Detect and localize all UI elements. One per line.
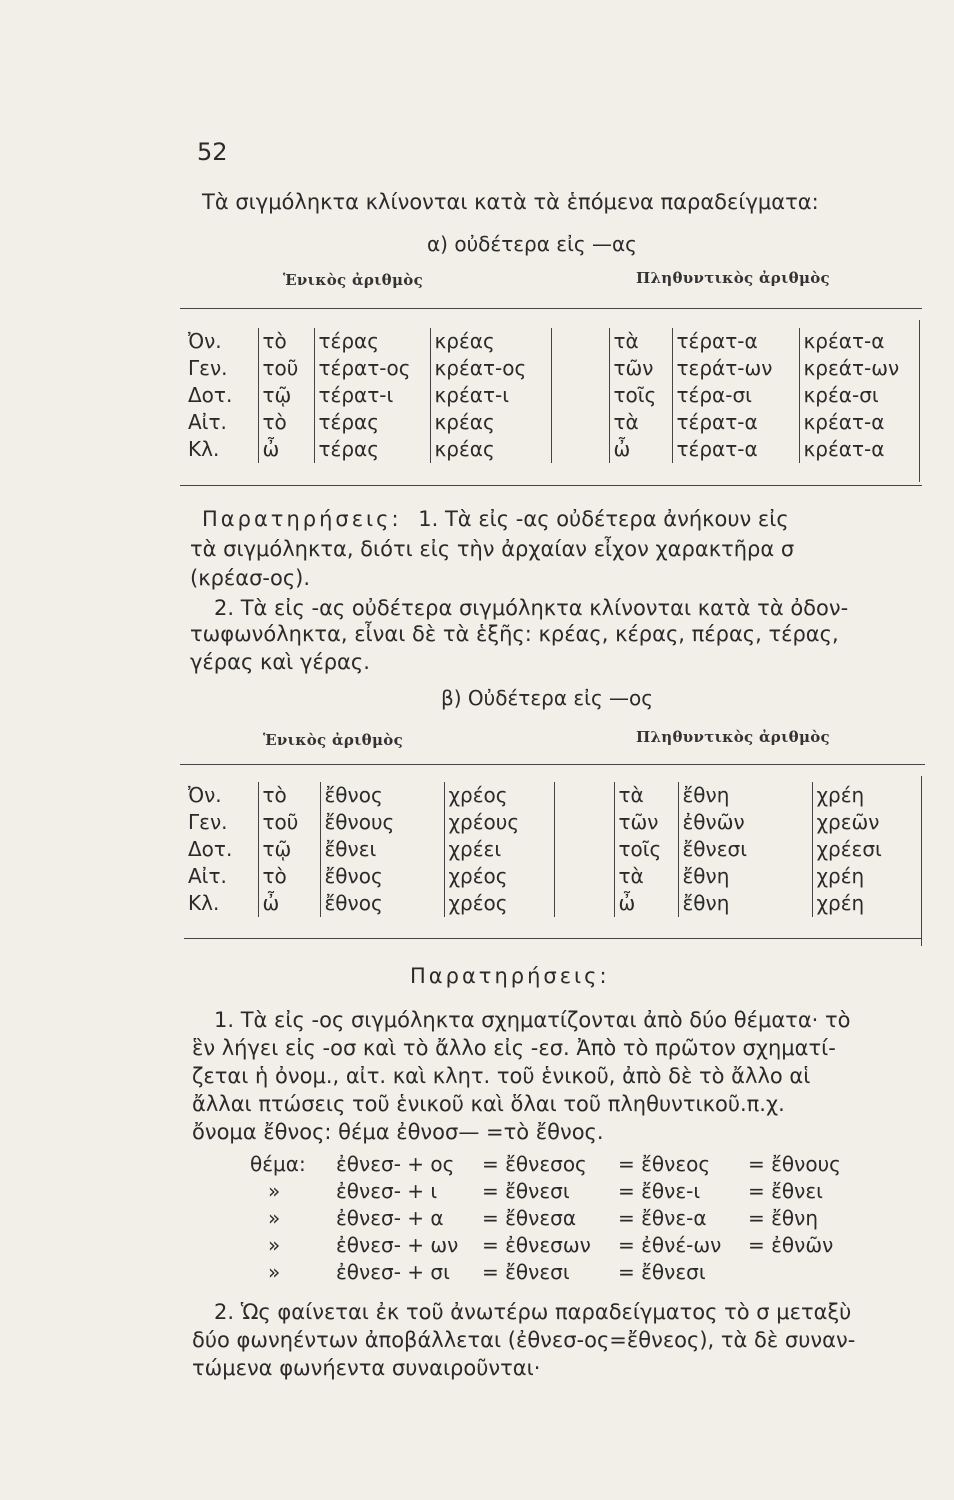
table-row — [184, 863, 928, 890]
pl-form-2: χρεῶν — [812, 809, 928, 836]
notes-b-line: ἄλλαι πτώσεις τοῦ ἑνικοῦ καὶ ὅλαι τοῦ πληθυντικοῦ.π.χ. — [192, 1092, 785, 1116]
column-gap — [554, 890, 614, 917]
eq-step-3: = ἔθνη — [748, 1206, 819, 1230]
pl-article: τὰ — [613, 329, 639, 353]
sg-article: τοῦ — [258, 809, 320, 836]
sg-form-2: κρέας — [430, 436, 551, 463]
column-gap — [554, 863, 614, 890]
eq-step-1: = ἔθνεσι — [482, 1179, 570, 1203]
eq-label: » — [268, 1260, 281, 1284]
pl-form-2: κρέα-σι — [799, 382, 919, 409]
intro-text: Τὰ σιγμόληκτα κλίνονται κατὰ τὰ ἑπόμενα παραδείγματα: — [202, 190, 819, 214]
sg-form-1: ἔθνει — [320, 836, 444, 863]
notes-a-line2: τὰ σιγμόληκτα, διότι εἰς τὴν ἀρχαίαν εἶχον χαρακτῆρα σ — [190, 537, 795, 561]
eq-step-3: = ἔθνους — [748, 1152, 841, 1176]
pl-form-1: τεράτ-ων — [672, 355, 799, 382]
pl-form-1: τέρατ-α — [672, 328, 799, 355]
pl-form-1: ἐθνῶν — [678, 809, 812, 836]
sg-article: τοῦ — [258, 355, 314, 382]
notes-a-heading: Παρατηρήσεις: — [202, 507, 402, 531]
pl-form-2: κρέατ-α — [799, 328, 919, 355]
eq-term: ἐθνεσ- + α — [336, 1206, 444, 1230]
eq-label: » — [268, 1206, 281, 1230]
section-a-title: α) οὐδέτερα εἰς —ας — [427, 232, 637, 256]
case-label: Γεν. — [188, 810, 228, 834]
sg-form-1: ἔθνος — [320, 890, 444, 917]
notes-a-line1-rest: 1. Τὰ εἰς -ας οὐδέτερα ἀνήκουν εἰς — [418, 507, 789, 531]
eq-term: ἐθνεσ- + ι — [336, 1179, 438, 1203]
section-b-right-rule — [921, 776, 922, 946]
sg-article: ὦ — [258, 436, 314, 463]
case-label: Δοτ. — [188, 383, 233, 407]
pl-form-2: χρέεσι — [812, 836, 928, 863]
eq-step-2: = ἔθνεος — [618, 1152, 711, 1176]
eq-step-1: = ἐθνεσων — [482, 1233, 591, 1257]
column-gap — [551, 409, 609, 436]
eq-term: ἐθνεσ- + ος — [336, 1152, 455, 1176]
sg-form-2: χρέος — [444, 863, 554, 890]
pl-form-2: κρέατ-α — [799, 436, 919, 463]
eq-step-1: = ἔθνεσος — [482, 1152, 587, 1176]
eq-term: ἐθνεσ- + ων — [336, 1233, 459, 1257]
column-gap — [554, 809, 614, 836]
eq-step-2: = ἐθνέ-ων — [618, 1233, 722, 1257]
case-label: Γεν. — [188, 356, 228, 380]
sg-article: τῷ — [258, 836, 320, 863]
table-row — [184, 836, 928, 863]
sg-form-1: ἔθνους — [320, 809, 444, 836]
final-note-line: δύο φωνηέντων ἀποβάλλεται (ἐθνεσ-ος=ἔθνεος), τὰ δὲ συναν- — [192, 1328, 856, 1352]
pl-form-2: κρέατ-α — [799, 409, 919, 436]
eq-step-3: = ἔθνει — [748, 1179, 823, 1203]
declension-table-b — [184, 782, 928, 917]
pl-form-2: χρέη — [812, 782, 928, 809]
table-row — [184, 782, 928, 809]
section-a-singular-header: Ἑνικὸς ἀριθμὸς — [283, 271, 423, 289]
notes-b-line: ζεται ἡ ὀνομ., αἰτ. καὶ κλητ. τοῦ ἑνικοῦ, ἀπὸ δὲ τὸ ἄλλο αἱ — [192, 1064, 811, 1088]
eq-step-1: = ἔθνεσα — [482, 1206, 577, 1230]
notes-a-line6: γέρας καὶ γέρας. — [190, 650, 370, 674]
sg-article: τὸ — [258, 782, 320, 809]
eq-step-2: = ἔθνε-ι — [618, 1179, 701, 1203]
sg-form-1: ἔθνος — [320, 782, 444, 809]
final-note-line: 2. Ὡς φαίνεται ἐκ τοῦ ἀνωτέρω παραδείγματος τὸ σ μεταξὺ — [214, 1300, 852, 1324]
pl-article: ὦ — [618, 891, 636, 915]
pl-form-1: ἔθνη — [678, 782, 812, 809]
notes-b-line: ὄνομα ἔθνος: θέμα ἐθνοσ— =τὸ ἔθνος. — [192, 1120, 604, 1144]
sg-form-1: τέρατ-ι — [314, 382, 430, 409]
notes-a-line1 — [202, 507, 789, 531]
pl-article: τοῖς — [618, 837, 662, 861]
declension-table-a — [184, 328, 919, 463]
case-label: Αἰτ. — [188, 410, 227, 434]
column-gap — [551, 382, 609, 409]
case-label: Κλ. — [188, 891, 220, 915]
eq-label: θέμα: — [250, 1152, 306, 1176]
sg-form-2: κρέατ-ος — [430, 355, 551, 382]
sg-form-2: χρέους — [444, 809, 554, 836]
case-label: Ὀν. — [188, 783, 222, 807]
table-row — [184, 890, 928, 917]
pl-form-1: ἔθνη — [678, 890, 812, 917]
pl-form-2: κρεάτ-ων — [799, 355, 919, 382]
section-b-singular-header: Ἑνικὸς ἀριθμὸς — [263, 731, 403, 749]
case-label: Αἰτ. — [188, 864, 227, 888]
pl-article: τὰ — [618, 783, 644, 807]
pl-article: τῶν — [618, 810, 659, 834]
section-b-plural-header: Πληθυντικὸς ἀριθμὸς — [636, 728, 830, 746]
notes-a-line4: 2. Τὰ εἰς -ας οὐδέτερα σιγμόληκτα κλίνονται κατὰ τὰ ὀδον- — [214, 596, 849, 620]
sg-form-1: ἔθνος — [320, 863, 444, 890]
notes-a-line3: (κρέασ-ος). — [190, 566, 311, 590]
column-gap — [554, 836, 614, 863]
notes-a-line5: τωφωνόληκτα, εἶναι δὲ τὰ ἑξῆς: κρέας, κέρας, πέρας, τέρας, — [190, 622, 839, 646]
sg-article: ὦ — [258, 890, 320, 917]
section-a-plural-header: Πληθυντικὸς ἀριθμὸς — [636, 269, 830, 287]
table-row — [184, 409, 919, 436]
table-row — [184, 355, 919, 382]
sg-article: τῷ — [258, 382, 314, 409]
pl-form-1: τέρατ-α — [672, 436, 799, 463]
pl-article: τὰ — [613, 410, 639, 434]
sg-form-1: τέρας — [314, 409, 430, 436]
sg-article: τὸ — [258, 409, 314, 436]
sg-form-2: κρέας — [430, 328, 551, 355]
eq-step-2: = ἔθνε-α — [618, 1206, 707, 1230]
table-row — [184, 809, 928, 836]
case-label: Δοτ. — [188, 837, 233, 861]
pl-form-2: χρέη — [812, 890, 928, 917]
section-b-title: β) Οὐδέτερα εἰς —ος — [441, 686, 654, 710]
case-label: Ὀν. — [188, 329, 222, 353]
final-note-line: τώμενα φωνήεντα συναιροῦνται· — [192, 1356, 541, 1380]
pl-article: τῶν — [613, 356, 654, 380]
eq-step-3: = ἐθνῶν — [748, 1233, 834, 1257]
pl-article: τὰ — [618, 864, 644, 888]
pl-form-1: τέρα-σι — [672, 382, 799, 409]
table-row — [184, 382, 919, 409]
pl-form-2: χρέη — [812, 863, 928, 890]
table-row — [184, 328, 919, 355]
pl-form-1: ἔθνεσι — [678, 836, 812, 863]
sg-article: τὸ — [258, 863, 320, 890]
sg-form-1: τέρας — [314, 328, 430, 355]
page-number: 52 — [197, 138, 228, 166]
eq-step-2: = ἔθνεσι — [618, 1260, 706, 1284]
sg-form-2: χρέος — [444, 890, 554, 917]
section-a-top-rule — [180, 308, 922, 309]
column-gap — [551, 355, 609, 382]
case-label: Κλ. — [188, 437, 220, 461]
notes-b-line: 1. Τὰ εἰς -ος σιγμόληκτα σχηματίζονται ἀπὸ δύο θέματα· τὸ — [214, 1008, 851, 1032]
sg-form-2: κρέας — [430, 409, 551, 436]
section-b-top-rule — [180, 764, 925, 765]
eq-term: ἐθνεσ- + σι — [336, 1260, 450, 1284]
sg-article: τὸ — [258, 328, 314, 355]
pl-article: τοῖς — [613, 383, 657, 407]
table-row — [184, 436, 919, 463]
column-gap — [551, 328, 609, 355]
sg-form-2: κρέατ-ι — [430, 382, 551, 409]
pl-form-1: ἔθνη — [678, 863, 812, 890]
sg-form-1: τέρας — [314, 436, 430, 463]
eq-label: » — [268, 1233, 281, 1257]
eq-label: » — [268, 1179, 281, 1203]
sg-form-2: χρέος — [444, 782, 554, 809]
column-gap — [554, 782, 614, 809]
pl-form-1: τέρατ-α — [672, 409, 799, 436]
notes-b-line: ἓν λήγει εἰς -οσ καὶ τὸ ἄλλο εἰς -εσ. Ἀπὸ τὸ πρῶτον σχηματί- — [192, 1036, 836, 1060]
section-b-bottom-rule — [184, 938, 922, 939]
sg-form-1: τέρατ-ος — [314, 355, 430, 382]
section-a-right-rule — [919, 320, 920, 482]
sg-form-2: χρέει — [444, 836, 554, 863]
column-gap — [551, 436, 609, 463]
section-a-bottom-rule — [180, 485, 922, 486]
pl-article: ὦ — [613, 437, 631, 461]
eq-step-1: = ἔθνεσι — [482, 1260, 570, 1284]
notes-b-heading: Παρατηρήσεις: — [410, 964, 610, 988]
